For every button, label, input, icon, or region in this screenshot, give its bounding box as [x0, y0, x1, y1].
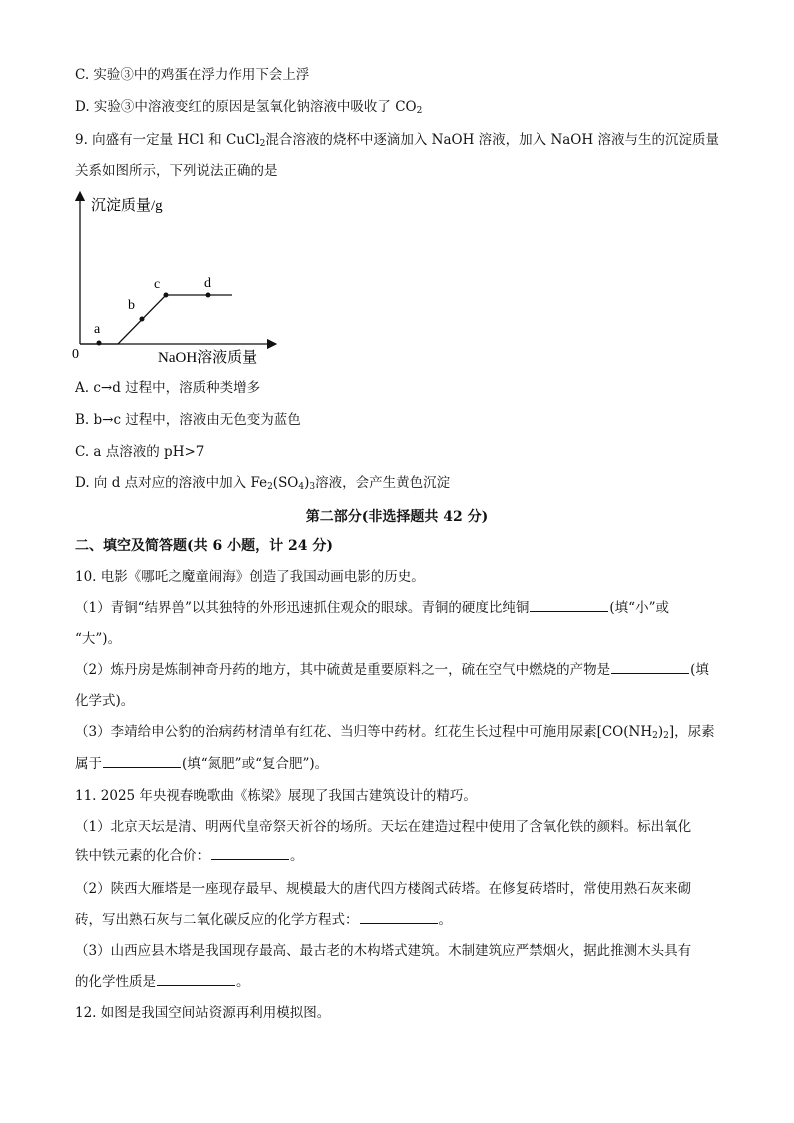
x-axis-label: NaOH溶液质量 — [158, 350, 258, 366]
formula-part: (SO — [272, 475, 299, 491]
q11-part3-text: 。 — [236, 974, 250, 990]
subscript: 2 — [663, 731, 669, 741]
q11-part1: （1）北京天坛是清、明两代皇帝祭天祈谷的场所。天坛在建造过程中使用了含氧化铁的颜料。标出氧化 — [75, 819, 692, 835]
q10-part1 — [75, 599, 669, 617]
q9-graph — [66, 190, 286, 368]
q11-part1-text: 。 — [290, 848, 304, 864]
q11-part1-text: 铁中铁元素的化合价： — [75, 848, 210, 864]
subscript: 2 — [416, 106, 423, 116]
point-b-label: b — [128, 298, 135, 313]
part-two-title: 第二部分(非选择题共 42 分) — [305, 509, 489, 525]
point-d — [206, 293, 211, 298]
q10-part3-text: ]，尿素 — [668, 724, 715, 740]
q8-option-c: C. 实验③中的鸡蛋在浮力作用下会上浮 — [75, 67, 310, 83]
q11-part2: （2）陕西大雁塔是一座现存最早、规模最大的唐代四方楼阁式砖塔。在修复砖塔时，常使用熟石灰来砌 — [75, 881, 692, 897]
q10-part1-cont: “大”)。 — [75, 631, 122, 647]
q10-part2-text: （2）炼丹房是炼制神奇丹药的地方，其中硫黄是重要原料之一，硫在空气中燃烧的产物是 — [75, 662, 611, 678]
q10-part2 — [75, 661, 709, 679]
formula-part: ) — [657, 724, 664, 740]
answer-blank[interactable] — [157, 973, 235, 986]
answer-blank[interactable] — [530, 599, 608, 612]
q9-stem-line1 — [75, 131, 719, 153]
point-d-label: d — [204, 276, 211, 291]
q10-part3 — [75, 723, 715, 745]
q10-stem: 10. 电影《哪吒之魔童闹海》创造了我国动画电影的历史。 — [75, 569, 425, 585]
q9-option-d-text: D. 向 d 点对应的溶液中加入 Fe — [75, 475, 268, 491]
q9-stem-part: 混合溶液的烧杯中逐滴加入 NaOH 溶液，加入 NaOH 溶液与生的沉淀质量 — [265, 132, 719, 148]
q9-option-c: C. a 点溶液的 pH>7 — [75, 444, 205, 460]
point-a — [97, 341, 102, 346]
q10-part2-cont: 化学式)。 — [75, 693, 135, 709]
q11-part2-cont — [75, 911, 452, 929]
q9-stem-part: 9. 向盛有一定量 HCl 和 CuCl — [75, 132, 260, 148]
q9-option-a: A. c→d 过程中，溶质种类增多 — [75, 380, 261, 396]
q10-part3-text: （3）李靖给申公豹的治病药材清单有红花、当归等中药材。红花生长过程中可施用尿素[CO(NH — [75, 724, 653, 740]
subscript: 2 — [267, 482, 273, 492]
q11-stem: 11. 2025 年央视春晚歌曲《栋梁》展现了我国古建筑设计的精巧。 — [75, 788, 477, 804]
subscript: 2 — [652, 731, 658, 741]
section-heading: 二、填空及简答题(共 6 小题，计 24 分) — [75, 538, 333, 554]
origin-label: 0 — [72, 347, 79, 362]
q11-part1-cont — [75, 847, 304, 865]
q10-part1-text: (填“小”或 — [609, 600, 669, 616]
q8-option-d-text: D. 实验③中溶液变红的原因是氢氧化钠溶液中吸收了 CO — [75, 99, 417, 115]
q11-part2-text: 。 — [438, 912, 452, 928]
precipitate-curve — [80, 295, 232, 344]
q11-part3: （3）山西应县木塔是我国现存最高、最古老的木构塔式建筑。木制建筑应严禁烟火，据此推测木头具有 — [75, 943, 692, 959]
formula-part: ) — [304, 475, 310, 491]
answer-blank[interactable] — [211, 847, 289, 860]
subscript: 4 — [298, 482, 305, 492]
point-c — [164, 293, 169, 298]
point-a-label: a — [94, 322, 101, 337]
subscript: 3 — [309, 482, 316, 492]
q11-part3-cont — [75, 973, 250, 991]
y-axis-label: 沉淀质量/g — [91, 198, 163, 214]
q10-part1-text: （1）青铜“结界兽”以其独特的外形迅速抓住观众的眼球。青铜的硬度比纯铜 — [75, 600, 530, 616]
q9-option-d-text: 溶液，会产生黄色沉淀 — [315, 475, 451, 491]
q12-stem: 12. 如图是我国空间站资源再利用模拟图。 — [75, 1005, 331, 1021]
q9-option-b: B. b→c 过程中，溶液由无色变为蓝色 — [75, 412, 301, 428]
answer-blank[interactable] — [611, 661, 689, 674]
q10-part2-text: (填 — [690, 662, 709, 678]
q11-part3-text: 的化学性质是 — [75, 974, 156, 990]
q10-part3-text: 属于 — [75, 756, 102, 772]
subscript: 2 — [259, 139, 266, 149]
point-b — [140, 317, 145, 322]
q8-option-d — [75, 98, 422, 120]
q10-part3-cont — [75, 755, 328, 773]
q10-part3-text: (填“氮肥”或“复合肥”)。 — [182, 756, 329, 772]
q9-stem-line2: 关系如图所示，下列说法正确的是 — [75, 163, 278, 179]
point-c-label: c — [154, 277, 161, 292]
answer-blank[interactable] — [360, 911, 438, 924]
q9-option-d — [75, 474, 450, 496]
answer-blank[interactable] — [103, 755, 181, 768]
q11-part2-text: 砖，写出熟石灰与二氧化碳反应的化学方程式： — [75, 912, 359, 928]
